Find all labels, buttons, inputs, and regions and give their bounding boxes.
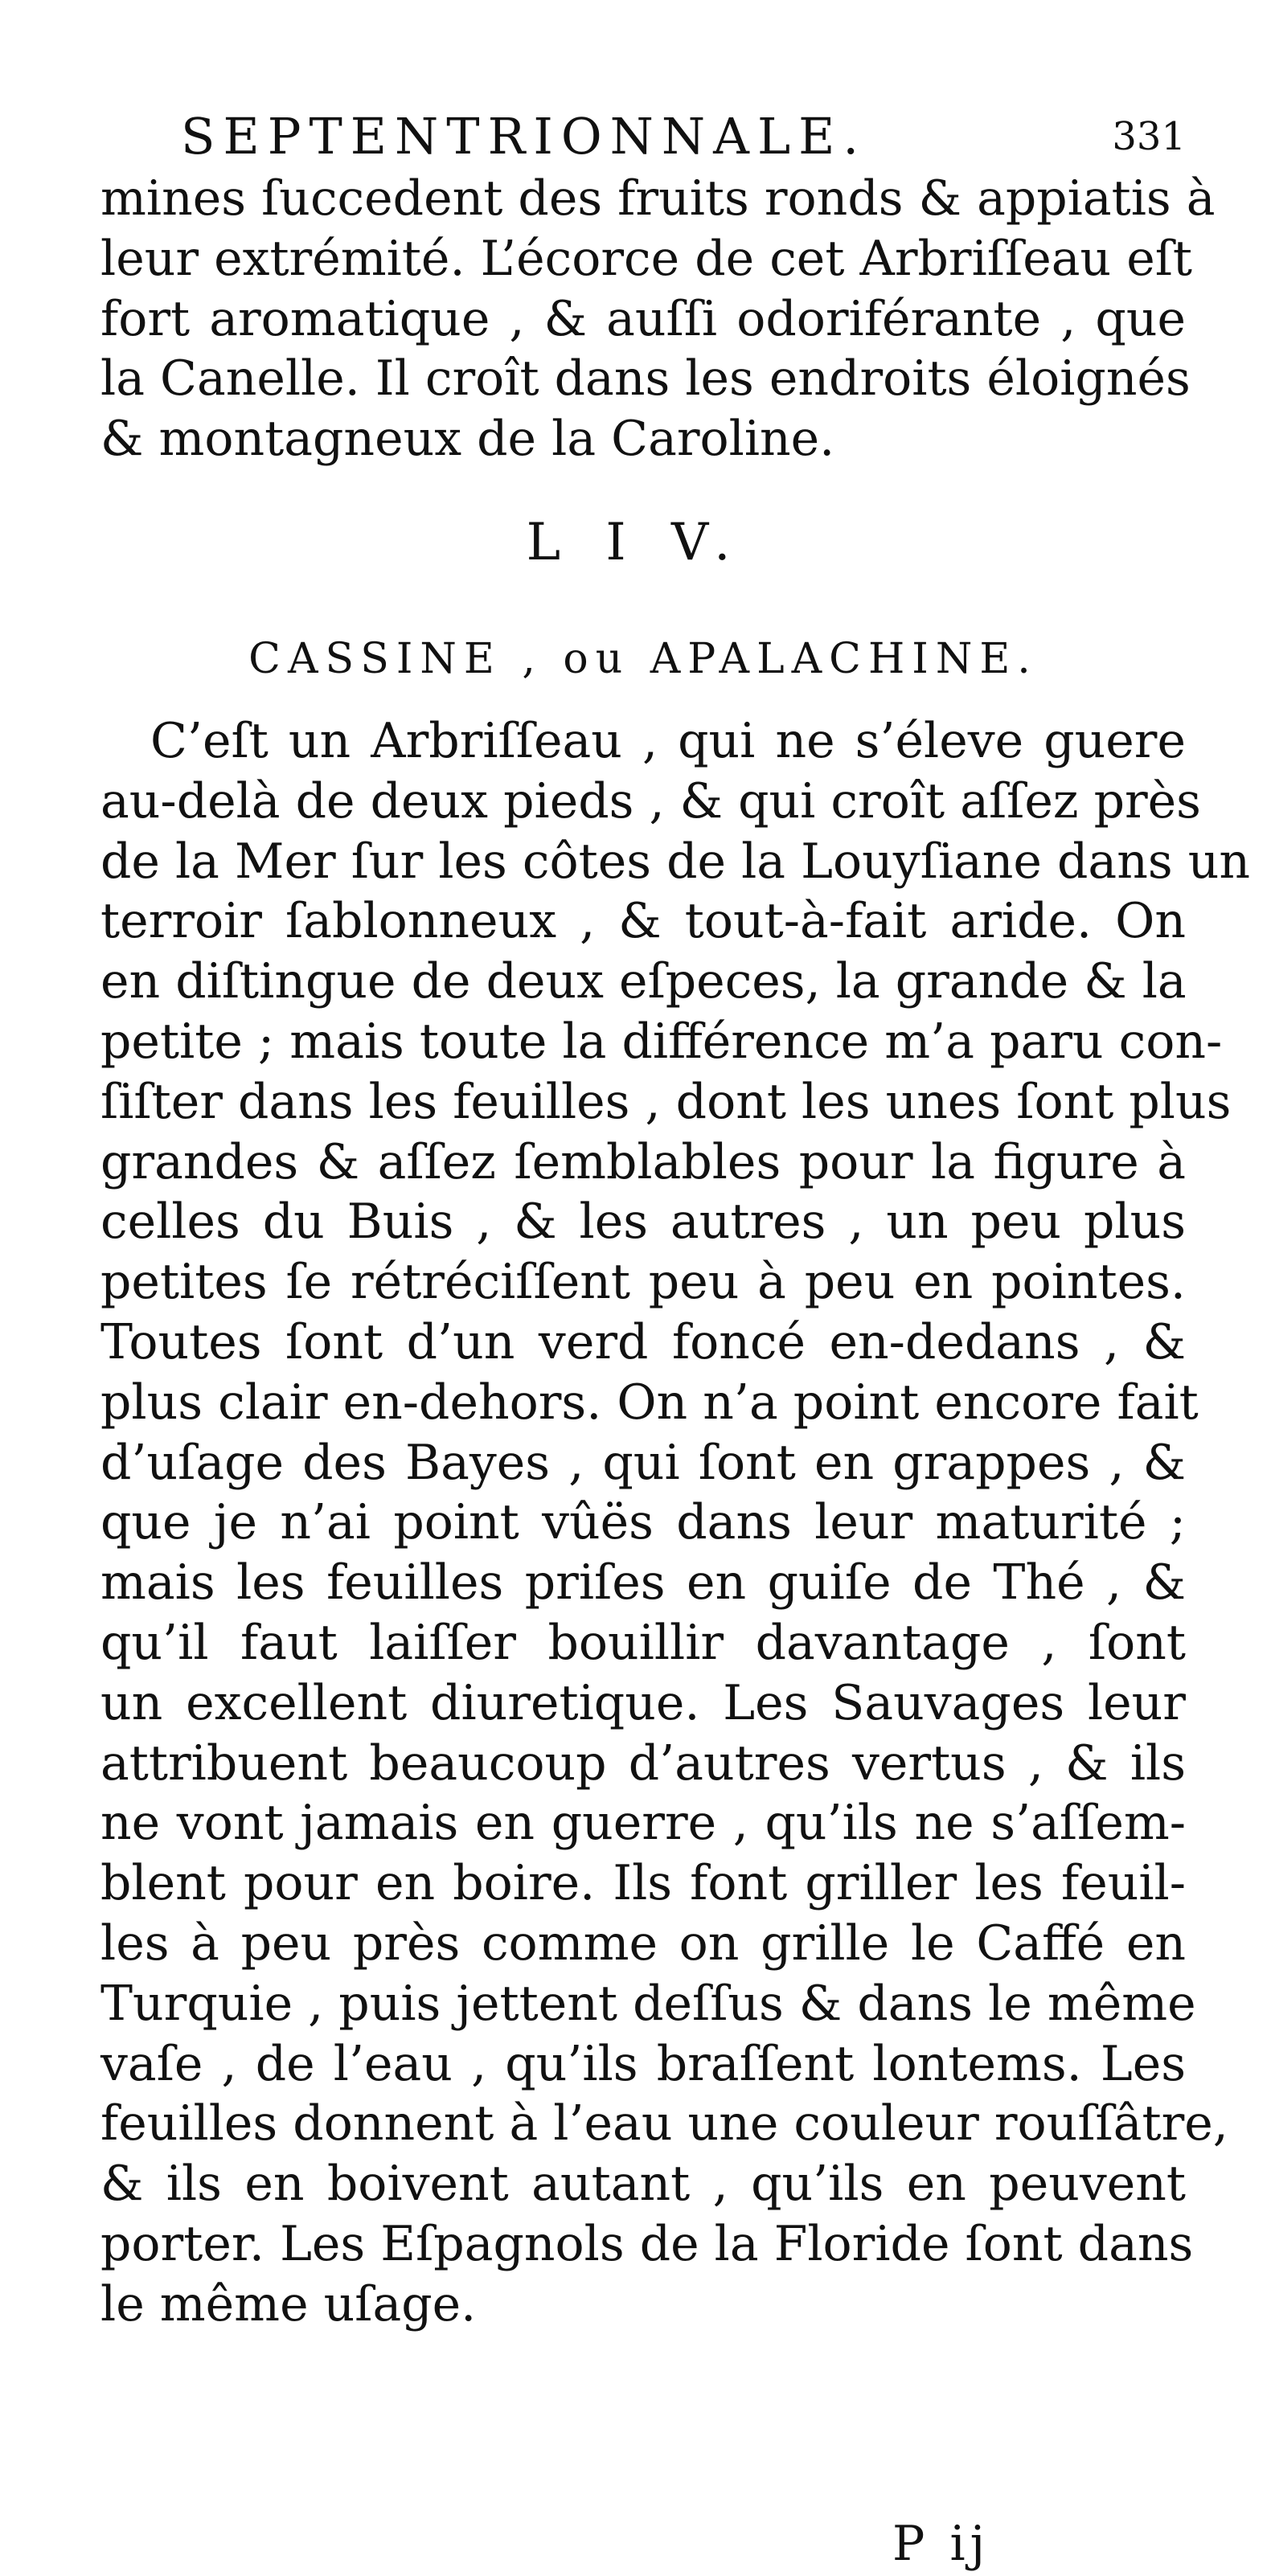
text-line: plus clair en-dehors. On n’a point encore fait	[100, 1374, 1199, 1431]
running-head-title: SEPTENTRIONNALE.	[181, 107, 867, 166]
text-line: & ils en boivent autant , qu’ils en peuvent	[100, 2156, 1186, 2213]
text-line: de la Mer ſur les côtes de la Louyſiane dans un	[100, 833, 1250, 890]
text-line: ſiſter dans les feuilles , dont les unes ſont plus	[100, 1073, 1232, 1130]
text-line: au-delà de deux pieds , & qui croît aſſez près	[100, 772, 1201, 829]
signature-mark: P ij	[892, 2516, 990, 2572]
text-line: leur extrémité. L’écorce de cet Arbriſſeau eſt	[100, 230, 1193, 287]
section-number: L I V.	[526, 513, 745, 572]
text-line: mines ſuccedent des fruits ronds & appiatis à	[100, 170, 1216, 227]
text-line: C’eſt un Arbriſſeau , qui ne s’éleve guere	[150, 713, 1186, 769]
text-line: petites ſe rétréciſſent peu à peu en pointes.	[100, 1254, 1186, 1311]
text-line: petite ; mais toute la différence m’a paru con-	[100, 1013, 1223, 1070]
text-line: attribuent beaucoup d’autres vertus , & ils	[100, 1734, 1186, 1792]
text-line: mais les feuilles priſes en guiſe de Thé , &	[100, 1554, 1186, 1612]
section-title: CASSINE , ou APALACHINE.	[248, 635, 1038, 683]
top-paragraph	[100, 169, 1216, 469]
text-line: ne vont jamais en guerre , qu’ils ne s’aſſem-	[100, 1795, 1186, 1852]
text-line: Toutes ſont d’un verd foncé en-dedans , &	[100, 1313, 1186, 1370]
text-line: vaſe , de l’eau , qu’ils braſſent lontems. Les	[100, 2035, 1186, 2092]
text-line: porter. Les Eſpagnols de la Floride ſont dans	[100, 2215, 1194, 2272]
text-line: en diſtingue de deux eſpeces, la grande & la	[100, 953, 1187, 1010]
text-line: celles du Buis , & les autres , un peu plus	[100, 1194, 1186, 1251]
text-line: que je n’ai point vûës dans leur maturité ;	[100, 1494, 1186, 1551]
text-line: feuilles donnent à l’eau une couleur rouſſâtre,	[100, 2095, 1228, 2152]
text-line: le même uſage.	[100, 2275, 477, 2332]
text-line: fort aromatique , & auſſi odoriférante , que	[100, 290, 1186, 347]
text-line: la Canelle. Il croît dans les endroits éloignés	[100, 350, 1191, 407]
text-line: un excellent diuretique. Les Sauvages leur	[100, 1674, 1186, 1731]
text-line: grandes & aſſez ſemblables pour la figure à	[100, 1133, 1186, 1190]
text-line: blent pour en boire. Ils font griller les feuil-	[100, 1855, 1186, 1912]
text-line: terroir ſablonneux , & tout-à-fait aride. On	[100, 893, 1186, 950]
text-line: les à peu près comme on grille le Caffé en	[100, 1915, 1186, 1972]
main-paragraph	[100, 711, 1250, 2335]
running-head	[181, 96, 1186, 177]
text-line: Turquie , puis jettent deſſus & dans le même	[100, 1975, 1196, 2032]
page-number: 331	[1112, 114, 1186, 159]
text-line: & montagneux de la Caroline.	[100, 411, 835, 468]
text-line: d’uſage des Bayes , qui ſont en grappes , &	[100, 1434, 1186, 1491]
text-line: qu’il faut laiſſer bouillir davantage , ſont	[100, 1614, 1186, 1671]
